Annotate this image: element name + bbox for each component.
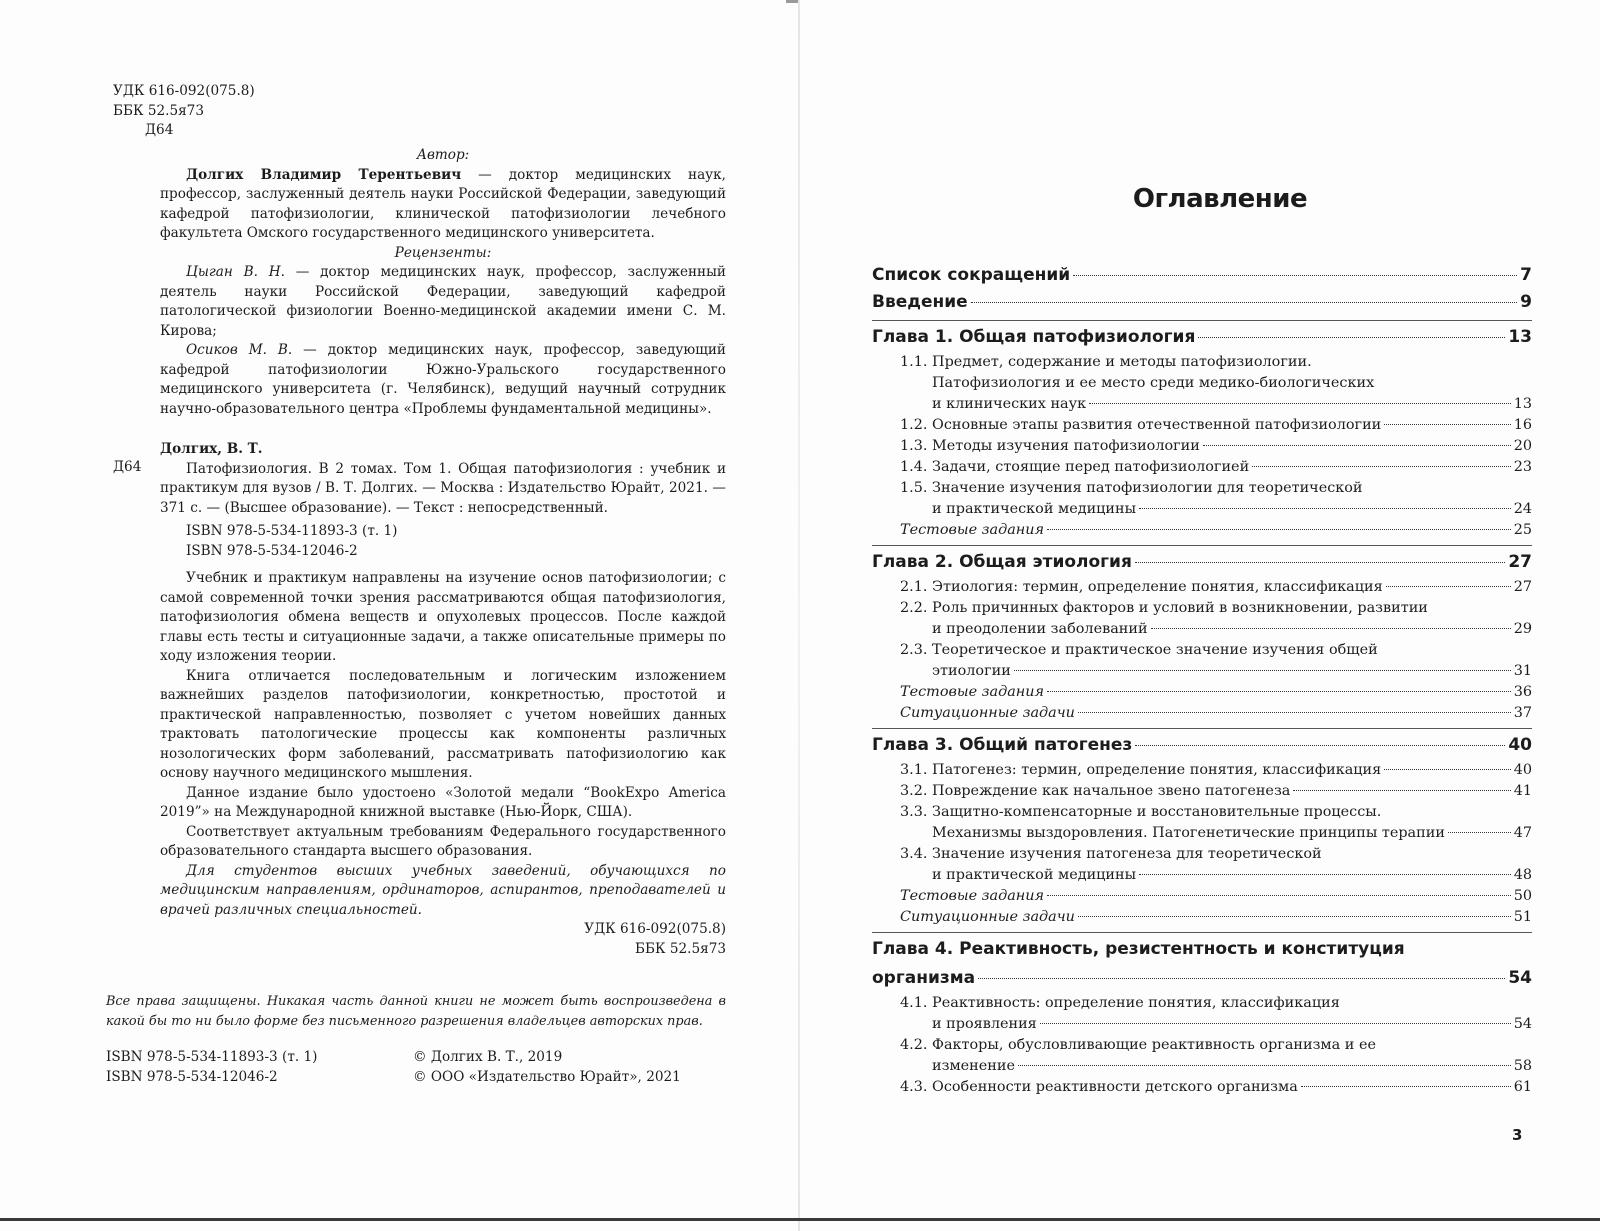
copyright-publisher: © ООО «Издательство Юрайт», 2021 [413, 1068, 681, 1085]
toc-page-number: 47 [1513, 825, 1532, 841]
chapter-entry [872, 964, 1532, 993]
toc-entry-label: изменение [932, 1058, 1015, 1074]
author-text: — доктор медицинских наук, профессор, заслуженный деятель науки Российской Федерации, заведующий кафедрой патофизиологии, клинической патофизиологии лечебного факультета Омского государственного медицинского университета. [160, 166, 726, 241]
toc-entry-label: 1.4. Задачи, стоящие перед патофизиологией [900, 459, 1250, 475]
toc-leader-dots [978, 978, 1505, 979]
section-entry [872, 478, 1532, 520]
toc-leader-dots [1448, 832, 1511, 833]
toc-leader-dots [971, 302, 1517, 303]
section-last-line [900, 457, 1532, 478]
toc-entry-label: 3.2. Повреждение как начальное звено патогенеза [900, 783, 1291, 799]
toc-page-number: 13 [1508, 327, 1532, 347]
toc-entry-label: Тестовые задания [900, 522, 1045, 538]
annotation-paragraph: Соответствует актуальным требованиям Федерального государственного образовательного стандарта высшего образования. [160, 823, 726, 859]
toc-entry-label: 1.2. Основные этапы развития отечественной патофизиологии [900, 417, 1382, 433]
toc-entry-label: и преодолении заболеваний [932, 621, 1148, 637]
toc-page-number: 13 [1513, 396, 1532, 412]
toc-leader-dots [1073, 275, 1517, 276]
toc-page-number: 54 [1513, 1016, 1532, 1032]
section-last-line [900, 661, 1532, 682]
toc-leader-dots [1293, 790, 1510, 791]
toc-leader-dots [1203, 445, 1511, 446]
toc-entry-label: организма [872, 968, 976, 988]
toc-entry-label: Глава 3. Общий патогенез [872, 735, 1133, 755]
chapter-divider [872, 320, 1532, 321]
toc-leader-dots [1384, 769, 1510, 770]
toc-leader-dots [1151, 628, 1511, 629]
chapter-divider [872, 728, 1532, 729]
section-title-line: 4.2. Факторы, обусловливающие реактивность организма и ее [900, 1037, 1376, 1053]
toc-leader-dots [1252, 466, 1511, 467]
toc-entry-label: Механизмы выздоровления. Патогенетические принципы терапии [932, 825, 1445, 841]
toc-leader-dots [1047, 691, 1511, 692]
book-code: Д64 [113, 459, 142, 475]
section-last-line [900, 823, 1532, 844]
toc-page-number: 54 [1508, 968, 1532, 988]
section-entry [872, 844, 1532, 886]
toc-leader-dots [1014, 670, 1511, 671]
toc-page-number: 31 [1513, 663, 1532, 679]
section-title-line: 2.3. Теоретическое и практическое значение изучения общей [900, 642, 1378, 658]
toc-title: Оглавление [1132, 184, 1308, 214]
toc-leader-dots [1386, 586, 1511, 587]
toc-entry-label: Ситуационные задачи [900, 909, 1075, 925]
toc-entry [872, 289, 1532, 316]
toc-leader-dots [1135, 562, 1505, 563]
section-last-line [900, 682, 1532, 703]
toc-page-number: 58 [1513, 1058, 1532, 1074]
reviewer-name: Осиков М. В. [186, 342, 293, 358]
rights-notice: Все права защищены. Никакая часть данной книги не может быть воспроизведена в какой бы то ни было форме без письменного разрешения владельцев авторских прав. [106, 994, 726, 1029]
annotation-paragraph: Учебник и практикум направлены на изучение основ патофизиологии; с самой современной точки зрения рассматриваются общая патофизиология, патофизиология обмена веществ и опухолевых процессов. После каждой главы есть тесты и ситуационные задачи, а также описательные примеры по ходу изложения теории. [160, 570, 726, 664]
page-number: 3 [1512, 1126, 1523, 1144]
table-of-contents [872, 262, 1532, 1098]
toc-entry-label: 2.1. Этиология: термин, определение понятия, классификация [900, 579, 1383, 595]
author-block [160, 146, 726, 419]
toc-entry [872, 262, 1532, 289]
scan-mark [786, 0, 798, 3]
section-last-line [900, 436, 1532, 457]
toc-page-number: 20 [1513, 438, 1532, 454]
toc-page-number: 7 [1520, 265, 1532, 285]
toc-page-number: 25 [1513, 522, 1532, 538]
section-entry [872, 781, 1532, 802]
section-last-line [900, 619, 1532, 640]
toc-entry-label: и практической медицины [932, 501, 1137, 517]
book-description: Патофизиология. В 2 томах. Том 1. Общая патофизиология : учебник и практикум для вузов / В. Т. Долгих. — Москва : Издательство Юрайт, 2021. — 371 с. — (Высшее образование). — Текст : непосредственный. [160, 460, 726, 516]
annotation [160, 569, 726, 920]
toc-leader-dots [1047, 895, 1511, 896]
chapter-divider [872, 545, 1532, 546]
section-last-line [900, 415, 1532, 436]
book-spine [798, 0, 800, 1231]
toc-entry-label: Введение [872, 292, 968, 312]
toc-leader-dots [1139, 508, 1511, 509]
toc-leader-dots [1040, 1023, 1511, 1024]
toc-entry-label: Глава 1. Общая патофизиология [872, 327, 1196, 347]
section-entry [872, 760, 1532, 781]
toc-entry-label: и проявления [932, 1016, 1037, 1032]
section-last-line [900, 703, 1532, 724]
toc-leader-dots [1301, 1086, 1511, 1087]
section-title-line: 1.1. Предмет, содержание и методы патофизиологии. [900, 354, 1312, 370]
copyright [413, 1048, 681, 1087]
toc-page-number: 50 [1513, 888, 1532, 904]
toc-page-number: 36 [1513, 684, 1532, 700]
toc-leader-dots [1135, 745, 1505, 746]
udk-code-bottom: УДК 616-092(075.8) [584, 921, 726, 937]
section-last-line [900, 907, 1532, 928]
section-entry [872, 436, 1532, 457]
isbn-set: ISBN 978-5-534-12046-2 [106, 1068, 278, 1085]
author-name: Долгих Владимир Терентьевич [186, 166, 462, 183]
toc-page-number: 40 [1513, 762, 1532, 778]
copyright-author: © Долгих В. Т., 2019 [413, 1049, 563, 1065]
toc-leader-dots [1078, 712, 1511, 713]
toc-page-number: 41 [1513, 783, 1532, 799]
section-entry [872, 577, 1532, 598]
bibliographic-block [160, 440, 726, 959]
reviewer-text: — доктор медицинских наук, профессор, заслуженный деятель науки Российской Федерации, заведующий кафедрой патологической физиологии Военно-медицинской академии имени С. М. Кирова; [160, 264, 726, 339]
toc-page-number: 29 [1513, 621, 1532, 637]
chapter-entry [872, 323, 1532, 352]
audience: Для студентов высших учебных заведений, обучающихся по медицинским направлениям, ординаторов, аспирантов, преподавателей и врачей различных специальностей. [160, 862, 726, 918]
book-author: Долгих, В. Т. [160, 441, 263, 457]
toc-page-number: 27 [1513, 579, 1532, 595]
section-last-line [900, 760, 1532, 781]
section-entry [872, 520, 1532, 541]
section-last-line [900, 1056, 1532, 1077]
section-entry [872, 352, 1532, 415]
toc-entry-label: Список сокращений [872, 265, 1071, 285]
toc-entry-label: 4.3. Особенности реактивности детского организма [900, 1079, 1298, 1095]
toc-page-number: 40 [1508, 735, 1532, 755]
toc-leader-dots [1018, 1065, 1511, 1066]
author-heading: Автор: [416, 147, 470, 163]
section-entry [872, 682, 1532, 703]
toc-entry-label: Тестовые задания [900, 684, 1045, 700]
annotation-paragraph: Книга отличается последовательным и логическим изложением важнейших разделов патофизиологии, конкретностью, простотой и практической направленностью, позволяет с учетом новейших данных трактовать патологические процессы как компоненты различных нозологических форм заболеваний, рассматривать патофизиологию как основу научного медицинского мышления. [160, 667, 726, 781]
reviewer-2 [160, 341, 726, 419]
chapter-entry [872, 731, 1532, 760]
udk-bbk-top [113, 82, 255, 141]
section-entry [872, 993, 1532, 1035]
udk-code: УДК 616-092(075.8) [113, 83, 255, 99]
bbk-code: ББК 52.5я73 [113, 102, 204, 119]
section-last-line [900, 577, 1532, 598]
isbn-volume: ISBN 978-5-534-11893-3 (т. 1) [106, 1049, 318, 1065]
toc-leader-dots [1047, 529, 1511, 530]
page-bottom-edge [0, 1218, 1600, 1221]
section-last-line [900, 520, 1532, 541]
section-title-line: 2.2. Роль причинных факторов и условий в возникновении, развитии [900, 600, 1428, 616]
toc-page-number: 24 [1513, 501, 1532, 517]
toc-page-number: 51 [1513, 909, 1532, 925]
section-last-line [900, 499, 1532, 520]
section-last-line [900, 781, 1532, 802]
toc-leader-dots [1078, 916, 1511, 917]
toc-entry-label: этиологии [932, 663, 1011, 679]
isbn-bottom [106, 1048, 317, 1087]
section-last-line [900, 1077, 1532, 1098]
toc-page-number: 37 [1513, 705, 1532, 721]
section-entry [872, 1035, 1532, 1077]
chapter-title-line: Глава 4. Реактивность, резистентность и конституция [872, 939, 1405, 959]
annotation-paragraph: Данное издание было удостоено «Золотой медали “BookExpo America 2019”» на Международной книжной выставке (Нью-Йорк, США). [160, 784, 726, 820]
isbn-volume: ISBN 978-5-534-11893-3 (т. 1) [186, 523, 398, 539]
toc-page-number: 16 [1513, 417, 1532, 433]
toc-entry-label: 3.1. Патогенез: термин, определение понятия, классификация [900, 762, 1382, 778]
toc-leader-dots [1139, 874, 1511, 875]
section-title-line: 4.1. Реактивность: определение понятия, классификация [900, 995, 1340, 1011]
toc-entry-label: Тестовые задания [900, 888, 1045, 904]
section-entry [872, 415, 1532, 436]
toc-leader-dots [1198, 337, 1505, 338]
chapter-divider [872, 932, 1532, 933]
toc-entry-label: и клинических наук [932, 396, 1087, 412]
toc-page-number: 23 [1513, 459, 1532, 475]
section-entry [872, 907, 1532, 928]
section-title-line: Патофизиология и ее место среди медико-биологических [932, 375, 1375, 391]
toc-page-number: 48 [1513, 867, 1532, 883]
toc-page-number: 61 [1513, 1079, 1532, 1095]
toc-entry-label: Глава 2. Общая этиология [872, 552, 1132, 572]
reviewer-text: — доктор медицинских наук, профессор, заведующий кафедрой патофизиологии Южно-Уральского государственного медицинского университета (г. Челябинск), ведущий научный сотрудник научно-образовательного центра «Проблемы фундаментальной медицины». [160, 342, 726, 417]
chapter-entry [872, 548, 1532, 577]
section-last-line [900, 1014, 1532, 1035]
toc-page-number: 27 [1508, 552, 1532, 572]
section-title-line: 1.5. Значение изучения патофизиологии для теоретической [900, 480, 1363, 496]
toc-leader-dots [1089, 403, 1511, 404]
toc-entry-label: и практической медицины [932, 867, 1137, 883]
section-title-line: 3.3. Защитно-компенсаторные и восстановительные процессы. [900, 804, 1382, 820]
section-last-line [900, 394, 1532, 415]
section-last-line [900, 865, 1532, 886]
reviewer-name: Цыган В. Н. [186, 264, 285, 280]
section-entry [872, 703, 1532, 724]
section-entry [872, 598, 1532, 640]
section-entry [872, 1077, 1532, 1098]
section-entry [872, 457, 1532, 478]
section-entry [872, 886, 1532, 907]
reviewer-1 [160, 263, 726, 341]
author-mark: Д64 [145, 122, 174, 138]
section-entry [872, 640, 1532, 682]
section-last-line [900, 886, 1532, 907]
section-entry [872, 802, 1532, 844]
author-info [160, 166, 726, 244]
section-title-line: 3.4. Значение изучения патогенеза для теоретической [900, 846, 1322, 862]
toc-entry-label: Ситуационные задачи [900, 705, 1075, 721]
bbk-code-bottom: ББК 52.5я73 [635, 940, 726, 957]
toc-entry-label: 1.3. Методы изучения патофизиологии [900, 438, 1200, 454]
reviewers-heading: Рецензенты: [394, 244, 492, 261]
toc-leader-dots [1384, 424, 1510, 425]
toc-page-number: 9 [1520, 292, 1532, 312]
isbn-set: ISBN 978-5-534-12046-2 [186, 542, 358, 559]
